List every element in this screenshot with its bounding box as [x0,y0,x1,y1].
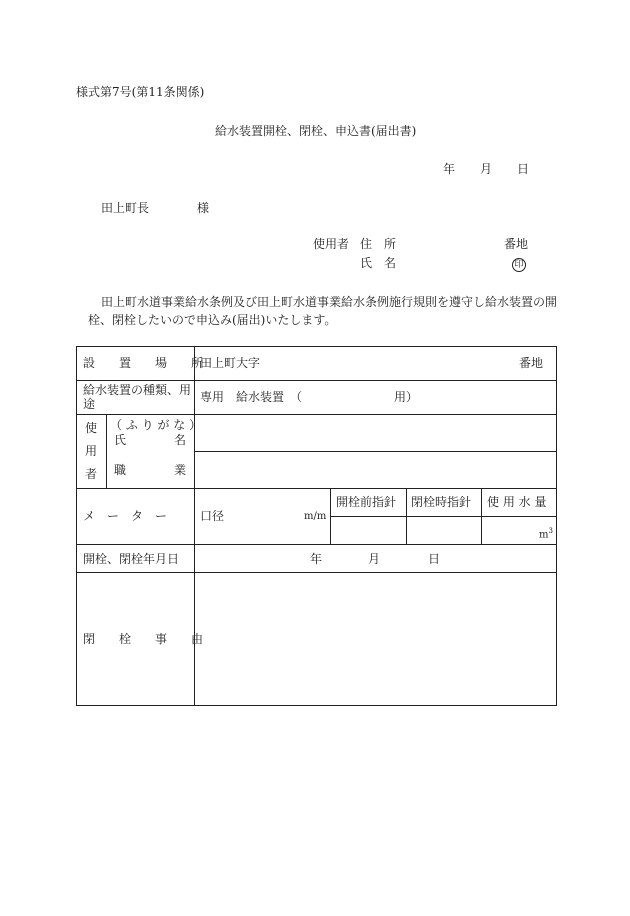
device-type-prefix[interactable]: 専用 給水装置 （ [200,390,303,404]
date-row-month[interactable]: 月 [368,552,381,566]
user-name-label: 氏 名 [114,433,187,447]
application-form-table [76,346,557,706]
body-text-line2: 栓、閉栓したいので申込み(届出)いたします。 [88,313,337,327]
reason-field[interactable] [195,573,555,704]
addressee-honorific: 様 [197,201,210,215]
user-group-label-3: 者 [85,467,98,481]
meter-caliber-label[interactable]: 口径 [200,509,225,523]
meter-col-open: 開栓前指針 [336,495,397,509]
body-text-line1: 田上町水道事業給水条例及び田上町水道事業給水条例施行規則を遵守し給水装置の開 [101,295,558,309]
user-furigana-label: （ ふ り が な ） [110,418,202,432]
meter-col-close: 閉栓時指針 [411,495,472,509]
applicant-address-suffix: 番地 [504,237,529,251]
device-type-suffix: 用） [394,390,419,404]
device-type-label-line2: 途 [83,397,96,411]
applicant-name-label: 氏 名 [360,256,397,270]
device-type-label-line1: 給水装置の種類、用 [83,383,192,397]
user-name-field[interactable] [195,415,555,450]
meter-label: メ ー タ ー [83,509,168,523]
seal-mark [512,256,526,272]
form-number: 様式第7号(第11条関係) [76,85,205,99]
date-year: 年 [443,162,456,176]
meter-close-reading[interactable] [407,517,480,543]
meter-usage-unit: $m^3$ [539,527,553,541]
user-occupation-label: 職 業 [114,463,187,477]
location-label: 設 置 場 所 [83,356,204,370]
seal-icon: 印 [512,258,526,272]
date-row-year[interactable]: 年 [310,552,323,566]
user-group-label-1: 使 [85,421,98,435]
meter-caliber-unit: m/m [304,511,327,522]
applicant-role: 使用者 [313,237,350,251]
meter-col-usage: 使 用 水 量 [487,495,547,509]
location-suffix: 番地 [519,356,544,370]
applicant-address-label: 住 所 [360,237,397,251]
reason-label: 閉 栓 事 由 [83,632,204,646]
document-title: 給水装置開栓、閉栓、申込書(届出書) [215,124,417,138]
meter-open-reading[interactable] [331,517,405,543]
user-group-label-2: 用 [85,444,98,458]
date-month: 月 [480,162,493,176]
user-occupation-field[interactable] [195,452,555,487]
location-value[interactable]: 田上町大字 [200,356,261,370]
addressee-name: 田上町長 [101,201,150,215]
date-row-day[interactable]: 日 [428,552,441,566]
date-day: 日 [517,162,530,176]
date-row-label: 開栓、閉栓年月日 [83,552,180,566]
